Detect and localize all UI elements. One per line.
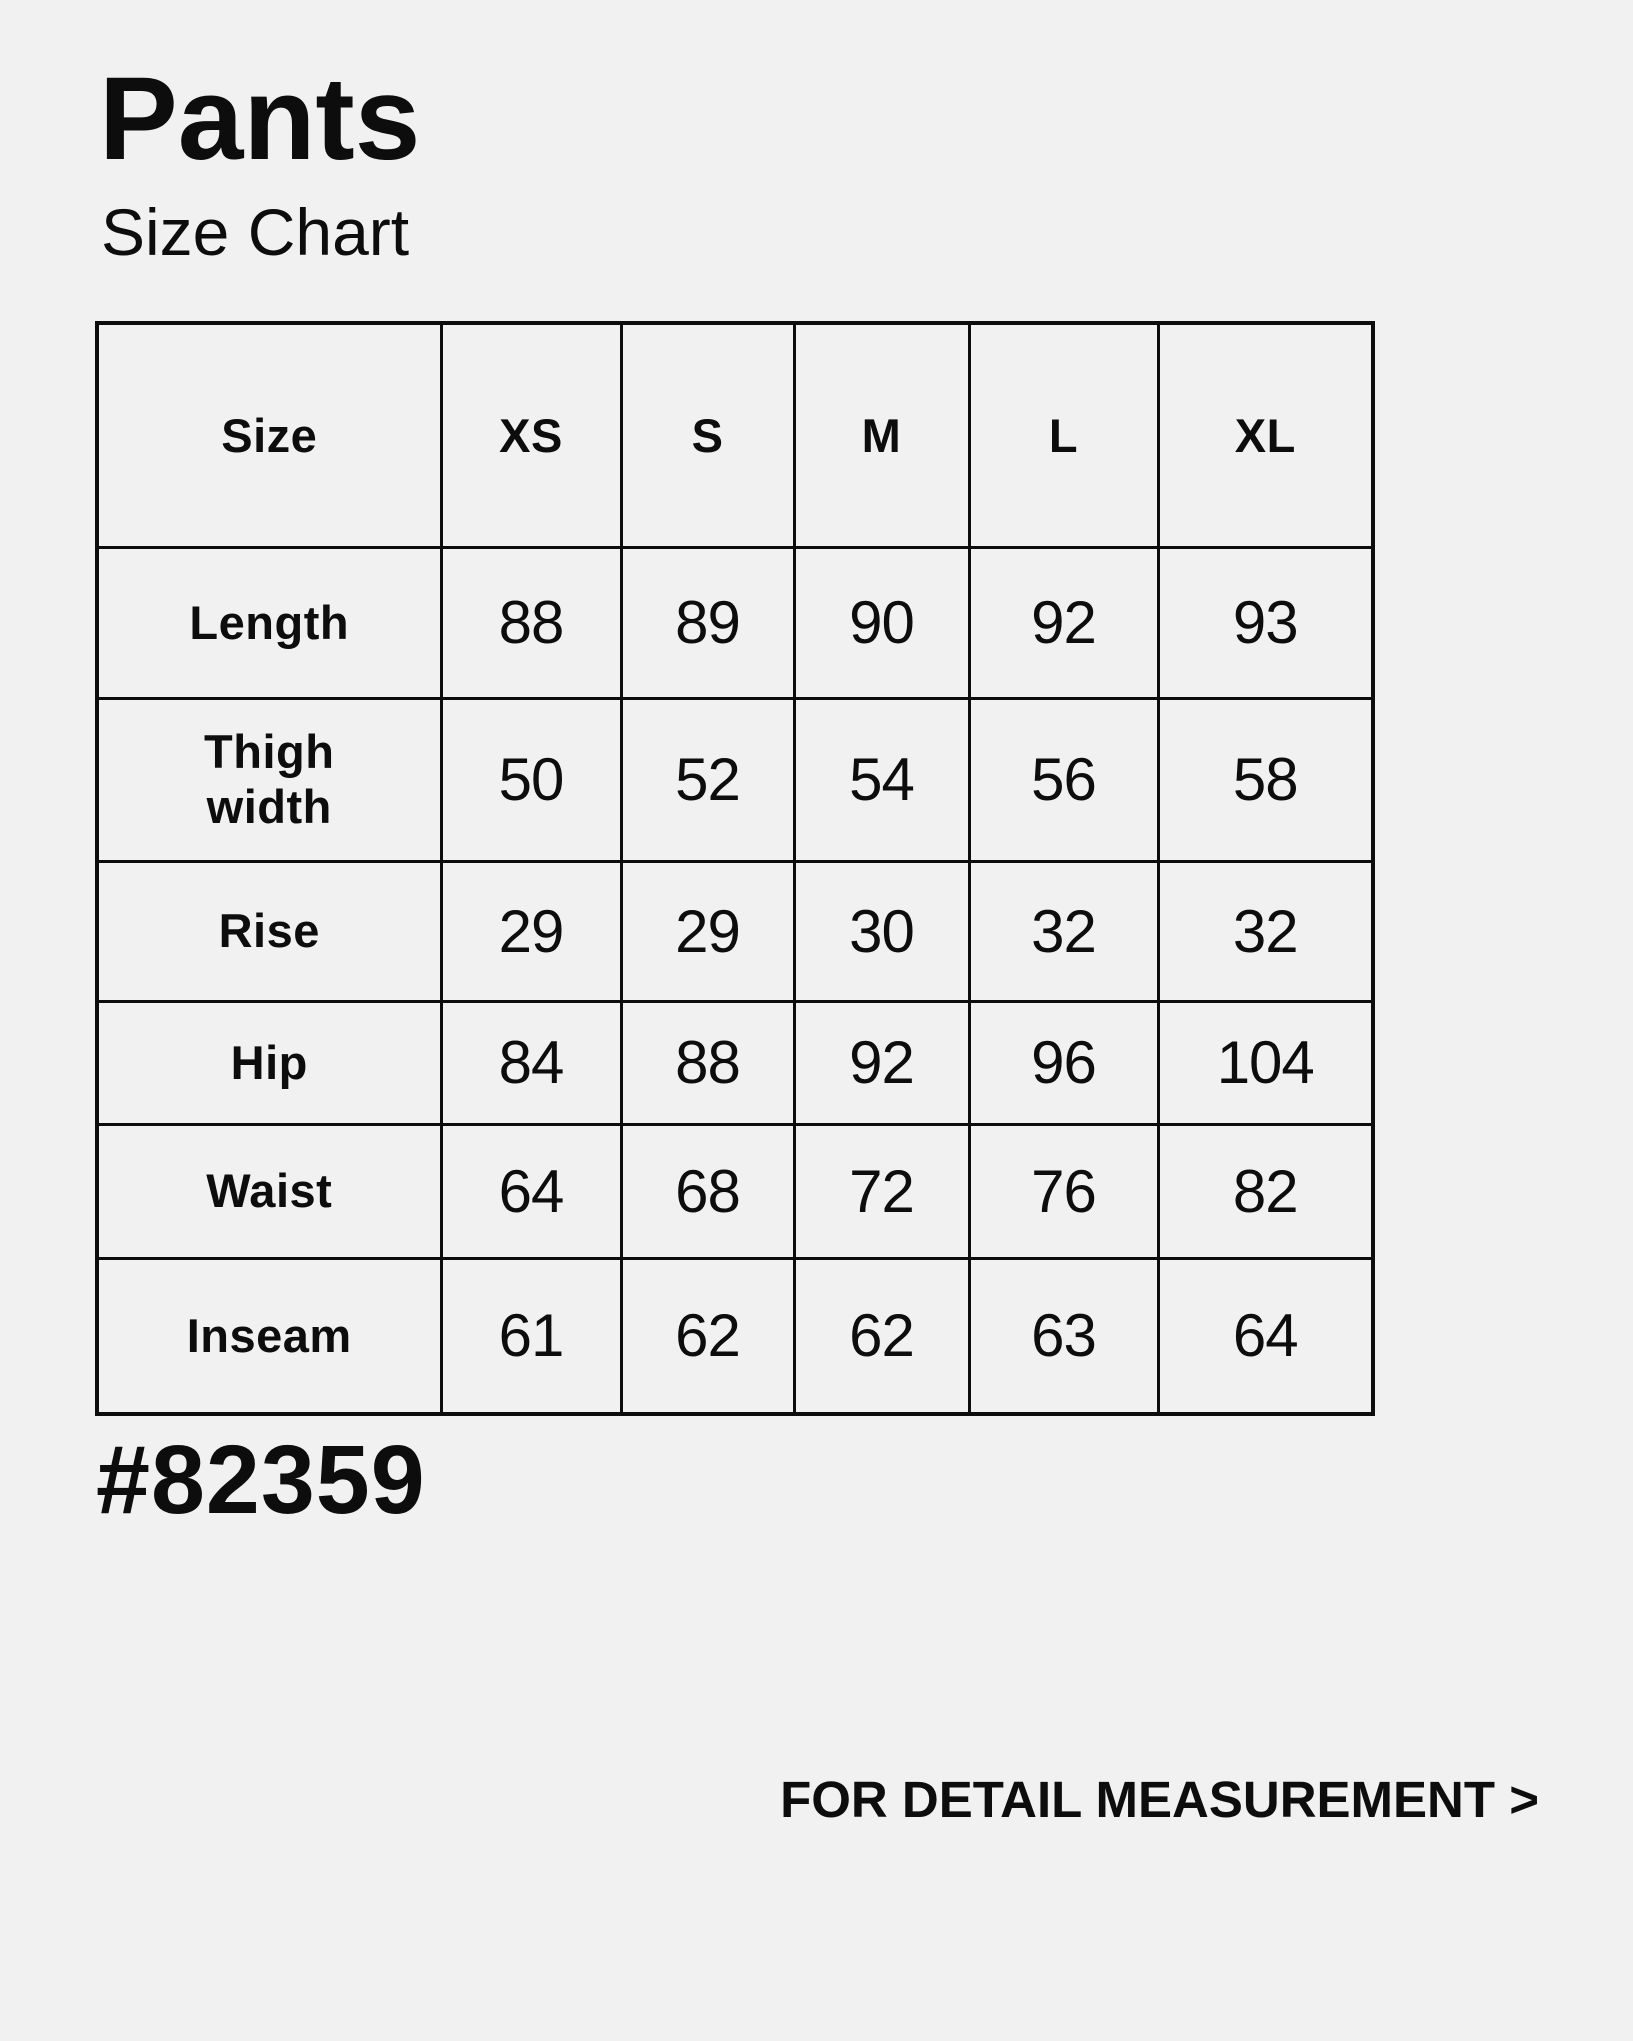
- column-header-l: [969, 323, 1158, 547]
- table-row-hip: [97, 1001, 1373, 1124]
- row-label-length: [97, 547, 441, 698]
- table-row-length: [97, 547, 1373, 698]
- detail-measurement-link[interactable]: FOR DETAIL MEASUREMENT >: [780, 1771, 1539, 1828]
- cell-hip-s: 88: [621, 1001, 794, 1124]
- cell-rise-s: 29: [621, 861, 794, 1001]
- column-header-label: S: [691, 408, 724, 462]
- column-header-label: L: [1048, 408, 1079, 462]
- row-label: Inseam: [186, 1309, 352, 1363]
- cell-thigh-xl: 58: [1158, 698, 1373, 861]
- product-code: #82359: [96, 1425, 426, 1534]
- cell-inseam-xl: 64: [1158, 1258, 1373, 1414]
- cell-rise-xl: 32: [1158, 861, 1373, 1001]
- column-header-xl: [1158, 323, 1373, 547]
- cell-thigh-xs: 50: [441, 698, 621, 861]
- cell-inseam-s: 62: [621, 1258, 794, 1414]
- row-label-thigh-width: [97, 698, 441, 861]
- cell-thigh-s: 52: [621, 698, 794, 861]
- column-header-size: [97, 323, 441, 547]
- cell-waist-s: 68: [621, 1124, 794, 1258]
- size-chart-table: [95, 321, 1375, 1416]
- column-header-label: M: [861, 408, 902, 462]
- row-label-hip: [97, 1001, 441, 1124]
- cell-waist-xs: 64: [441, 1124, 621, 1258]
- cell-thigh-m: 54: [794, 698, 969, 861]
- cell-length-xl: 93: [1158, 547, 1373, 698]
- cell-thigh-l: 56: [969, 698, 1158, 861]
- cell-rise-m: 30: [794, 861, 969, 1001]
- cell-rise-l: 32: [969, 861, 1158, 1001]
- row-label: Hip: [230, 1035, 308, 1089]
- cell-length-s: 89: [621, 547, 794, 698]
- column-header-label: Size: [221, 408, 318, 462]
- column-header-m: [794, 323, 969, 547]
- column-header-s: [621, 323, 794, 547]
- column-header-label: XL: [1234, 408, 1296, 462]
- table-row-rise: [97, 861, 1373, 1001]
- cell-inseam-xs: 61: [441, 1258, 621, 1414]
- cell-waist-l: 76: [969, 1124, 1158, 1258]
- cell-hip-m: 92: [794, 1001, 969, 1124]
- cell-hip-xl: 104: [1158, 1001, 1373, 1124]
- table-row-waist: [97, 1124, 1373, 1258]
- row-label: Waist: [206, 1164, 333, 1218]
- cell-length-m: 90: [794, 547, 969, 698]
- row-label-inseam: [97, 1258, 441, 1414]
- cell-length-xs: 88: [441, 547, 621, 698]
- table-row-thigh-width: [97, 698, 1373, 861]
- cell-waist-xl: 82: [1158, 1124, 1373, 1258]
- cell-inseam-l: 63: [969, 1258, 1158, 1414]
- row-label-rise: [97, 861, 441, 1001]
- column-header-label: XS: [499, 408, 563, 462]
- cell-inseam-m: 62: [794, 1258, 969, 1414]
- column-header-xs: [441, 323, 621, 547]
- page-subtitle: Size Chart: [101, 195, 410, 269]
- row-label: Length: [189, 595, 350, 649]
- cell-hip-l: 96: [969, 1001, 1158, 1124]
- row-label: Rise: [218, 904, 320, 958]
- cell-waist-m: 72: [794, 1124, 969, 1258]
- page-title: Pants: [99, 53, 421, 185]
- cell-hip-xs: 84: [441, 1001, 621, 1124]
- row-label-waist: [97, 1124, 441, 1258]
- cell-rise-xs: 29: [441, 861, 621, 1001]
- table-row-inseam: [97, 1258, 1373, 1414]
- table-header-row: [97, 323, 1373, 547]
- cell-length-l: 92: [969, 547, 1158, 698]
- row-label: Thigh width: [204, 725, 335, 833]
